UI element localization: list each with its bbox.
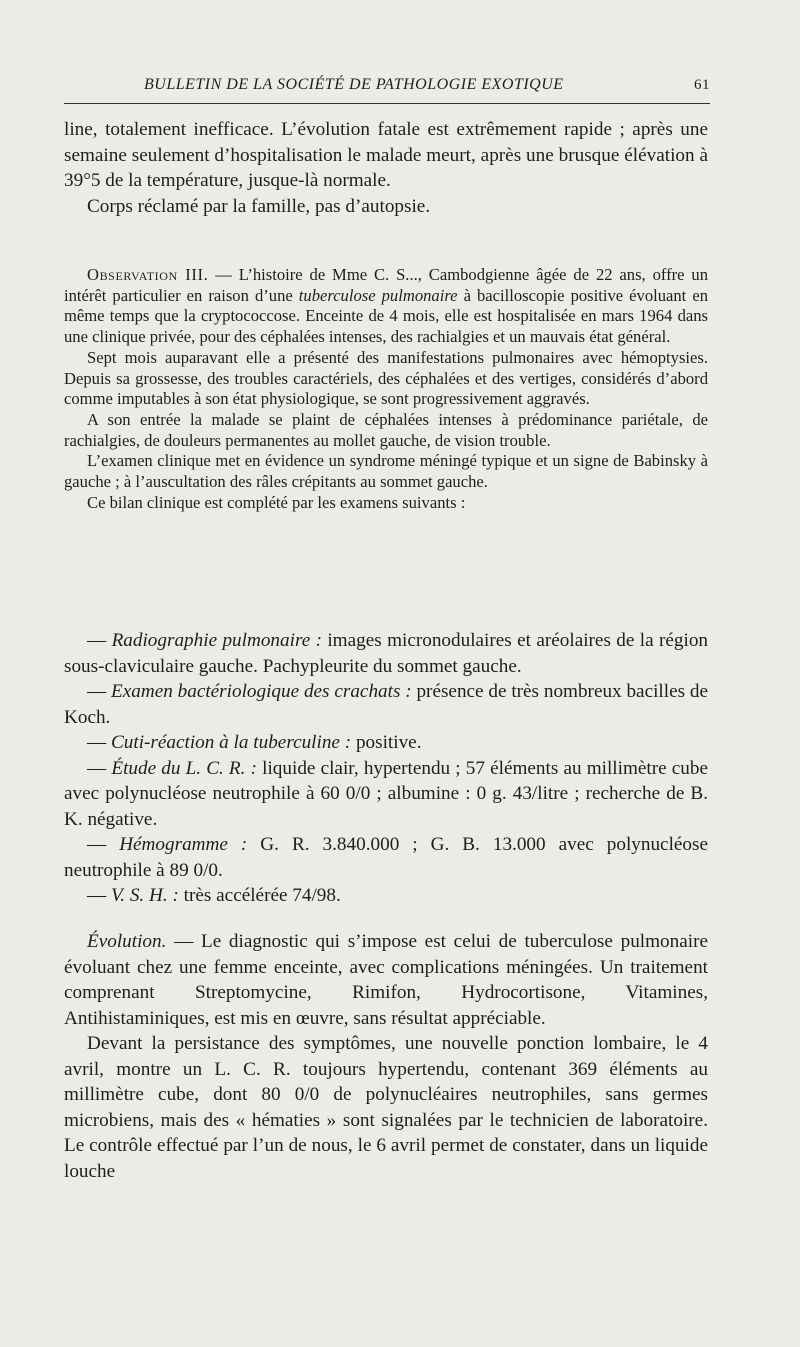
paragraph: L’examen clinique met en évidence un syndrome méningé typique et un signe de Babinsky à gauche ; à l’auscultation des râles crépitants au sommet gauche. [64,451,708,492]
header-rule [64,103,710,104]
paragraph: Ce bilan clinique est complété par les examens suivants : [87,492,466,512]
paragraph: line, totalement inefficace. L’évolution fatale est extrêmement rapide ; après une semaine seulement d’hospitalisation le malade meurt, après une brusque élévation à 39°5 de la température, jusque-là normale. [64,119,708,191]
list-item: — V. S. H. : très accélérée 74/98. [87,885,341,906]
exam-label: Étude du L. C. R. : [111,757,257,779]
evolution-block [64,929,708,1184]
paragraph: Sept mois auparavant elle a présenté des manifestations pulmonaires avec hémoptysies. Depuis sa grossesse, des troubles caractériels, des céphalées et des vertiges, considérés d’abord comme imputables à son état physiologique, se sont progressivement aggravés. [64,347,708,409]
paragraph: A son entrée la malade se plaint de céphalées intenses à prédominance pariétale, de rachialgies, de douleurs permanentes au mollet gauche, de vision trouble. [64,409,708,450]
list-item: — Cuti-réaction à la tuberculine : positive. [87,732,422,753]
paragraph: Observation III. — L’histoire de Mme C. S..., Cambodgienne âgée de 22 ans, offre un intérêt particulier en raison d’une tuberculose pulmonaire à bacilloscopie positive évoluant en même temps que la cryptococcose. Enceinte de 4 mois, elle est hospitalisée en mars 1964 dans une clinique privée, pour des céphalées intenses, des rachialgies et un mauvais état général. [64,265,708,347]
exam-label: Hémogramme : [119,834,248,855]
emphasis: tuberculose pulmonaire [298,285,458,305]
journal-title: BULLETIN DE LA SOCIÉTÉ DE PATHOLOGIE EXOTIQUE [144,76,564,93]
observation-label: Observation III. [87,265,209,284]
evolution-label: Évolution. [87,931,167,952]
exam-label: Examen bactériologique des crachats : [111,681,412,702]
exam-label: Cuti-réaction à la tuberculine : [110,732,352,753]
section-intro [64,117,708,219]
paragraph: Évolution. — Le diagnostic qui s’impose est celui de tuberculose pulmonaire évoluant chez une femme enceinte, avec complications méningées. Un traitement comprenant Streptomycine, Rimifon, Hydrocortisone, Vitamines, Antihistaminiques, est mis en œuvre, sans résultat appréciable. [64,931,708,1029]
list-item: — Examen bactériologique des crachats : présence de très nombreux bacilles de Koch. [64,681,709,728]
paragraph: Corps réclamé par la famille, pas d’autopsie. [87,195,431,217]
exam-label: V. S. H. : [110,885,179,906]
list-item: — Hémogramme : G. R. 3.840.000 ; G. B. 13.000 avec polynucléose neutrophile à 89 0/0. [64,834,708,881]
list-item: — Radiographie pulmonaire : images micronodulaires et aréolaires de la région sous-claviculaire gauche. Pachypleurite du sommet gauche. [64,630,709,677]
exams-list [64,628,708,909]
observation-block [64,265,708,513]
list-item: — Étude du L. C. R. : liquide clair, hypertendu ; 57 éléments au millimètre cube avec polynucléose neutrophile à 60 0/0 ; albumine : 0 g. 43/litre ; recherche de B. K. négative. [64,757,709,830]
page-number: 61 [694,77,710,93]
paragraph: Devant la persistance des symptômes, une nouvelle ponction lombaire, le 4 avril, montre un L. C. R. toujours hypertendu, contenant 369 éléments au millimètre cube, dont 80 0/0 de polynucléaires neutrophiles, sans germes microbiens, mais des « hématies » sont signalées par le technicien de laboratoire. Le contrôle effectué par l’un de nous, le 6 avril permet de constater, dans un liquide louche [64,1033,708,1182]
running-header [64,76,710,94]
exam-label: Radiographie pulmonaire : [111,630,322,651]
